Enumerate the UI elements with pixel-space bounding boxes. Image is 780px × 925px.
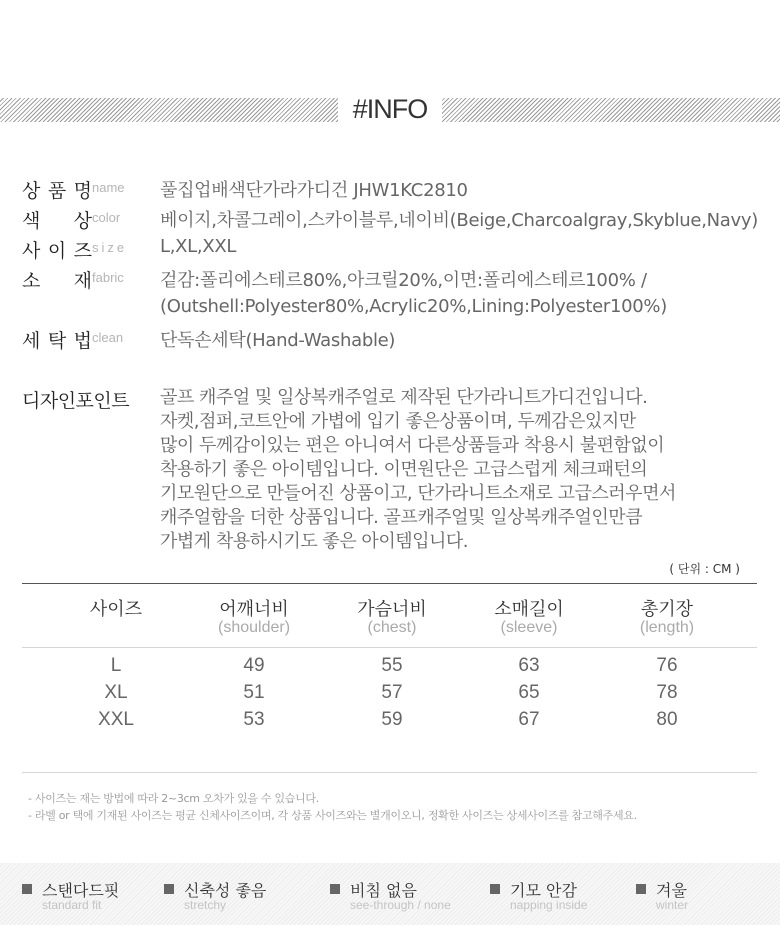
note-line: - 라벨 or 택에 기재된 사이즈는 평균 신체사이즈이며, 각 상품 사이즈와는 별개이오니, 정확한 사이즈는 상세사이즈를 참고해주세요. [28, 809, 637, 822]
info-title: #INFO [338, 93, 442, 125]
feature-bar: 스탠다드핏 standard fit 신축성 좋음 stretchy 비침 없음 see-through / none 기모 안감 napping inside 겨울 winter [0, 863, 780, 925]
info-label-en: clean [92, 330, 124, 345]
info-label-en: color [92, 210, 121, 225]
info-label-fabric: 소 재 [22, 270, 92, 292]
header-sleeve-en: (sleeve) [500, 619, 558, 636]
design-line: 기모원단으로 만들어진 상품이고, 단가라니트소재로 고급스러우면서 [160, 483, 676, 504]
design-point-text [160, 386, 760, 554]
info-label-en: name [92, 180, 125, 195]
header-sleeve: 소매길이 [494, 599, 564, 620]
header-chest-en: (chest) [367, 619, 417, 636]
table-top-rule [22, 583, 757, 584]
design-point-label: 디자인포인트 [22, 390, 130, 412]
design-line: 자켓,점퍼,코트안에 가볍에 입기 좋은상품이며, 두께감은있지만 [160, 411, 636, 432]
design-line: 많이 두께감이있는 편은 아니여서 다른상품들과 착용시 불편함없이 [160, 435, 665, 456]
table-bottom-rule [22, 772, 757, 773]
design-line: 가볍게 착용하시기도 좋은 아이템입니다. [160, 531, 468, 552]
square-bullet-icon [164, 884, 174, 894]
design-line: 착용하기 좋은 아이템입니다. 이면원단은 고급스럽게 체크패턴의 [160, 459, 648, 480]
note-line: - 사이즈는 재는 방법에 따라 2~3cm 오차가 있을 수 있습니다. [28, 792, 319, 805]
info-label-name: 상 품 명 [22, 180, 92, 202]
design-line: 캐주얼함을 더한 상품입니다. 골프캐주얼및 일상복캐주얼인만큼 [160, 507, 643, 528]
info-label-color: 색 상 [22, 210, 92, 232]
info-value-line2: (Outshell:Polyester80%,Acrylic20%,Lining:Polyester100%) [160, 296, 667, 317]
info-label-en: size [92, 240, 128, 255]
header-length: 총기장 [640, 599, 694, 620]
header-shoulder-en: (shoulder) [217, 619, 291, 636]
square-bullet-icon [636, 884, 646, 894]
info-value: 베이지,차콜그레이,스카이블루,네이비(Beige,Charcoalgray,Skyblue,Navy) [160, 210, 758, 231]
design-line: 골프 캐주얼 및 일상복캐주얼로 제작된 단가라니트가디건입니다. [160, 387, 648, 408]
info-value: L,XL,XXL [160, 236, 237, 257]
square-bullet-icon [22, 884, 32, 894]
header-length-en: (length) [639, 619, 695, 636]
info-label-clean: 세 탁 법 [22, 330, 92, 352]
square-bullet-icon [330, 884, 340, 894]
unit-label: ( 단위 : CM ) [669, 562, 740, 576]
header-chest: 가슴너비 [357, 599, 427, 620]
header-shoulder: 어깨너비 [219, 599, 289, 620]
info-value: 단독손세탁(Hand-Washable) [160, 330, 396, 351]
info-label-en: fabric [92, 270, 124, 285]
square-bullet-icon [490, 884, 500, 894]
info-value: 겉감:폴리에스테르80%,아크릴20%,이면:폴리에스테르100% / [160, 270, 647, 291]
info-value: 풀집업배색단가라가디건 JHW1KC2810 [160, 180, 468, 201]
table-header-rule [22, 647, 757, 648]
size-notes [28, 790, 637, 824]
info-label-size: 사 이 즈 [22, 240, 92, 262]
header-size: 사이즈 [89, 599, 143, 620]
